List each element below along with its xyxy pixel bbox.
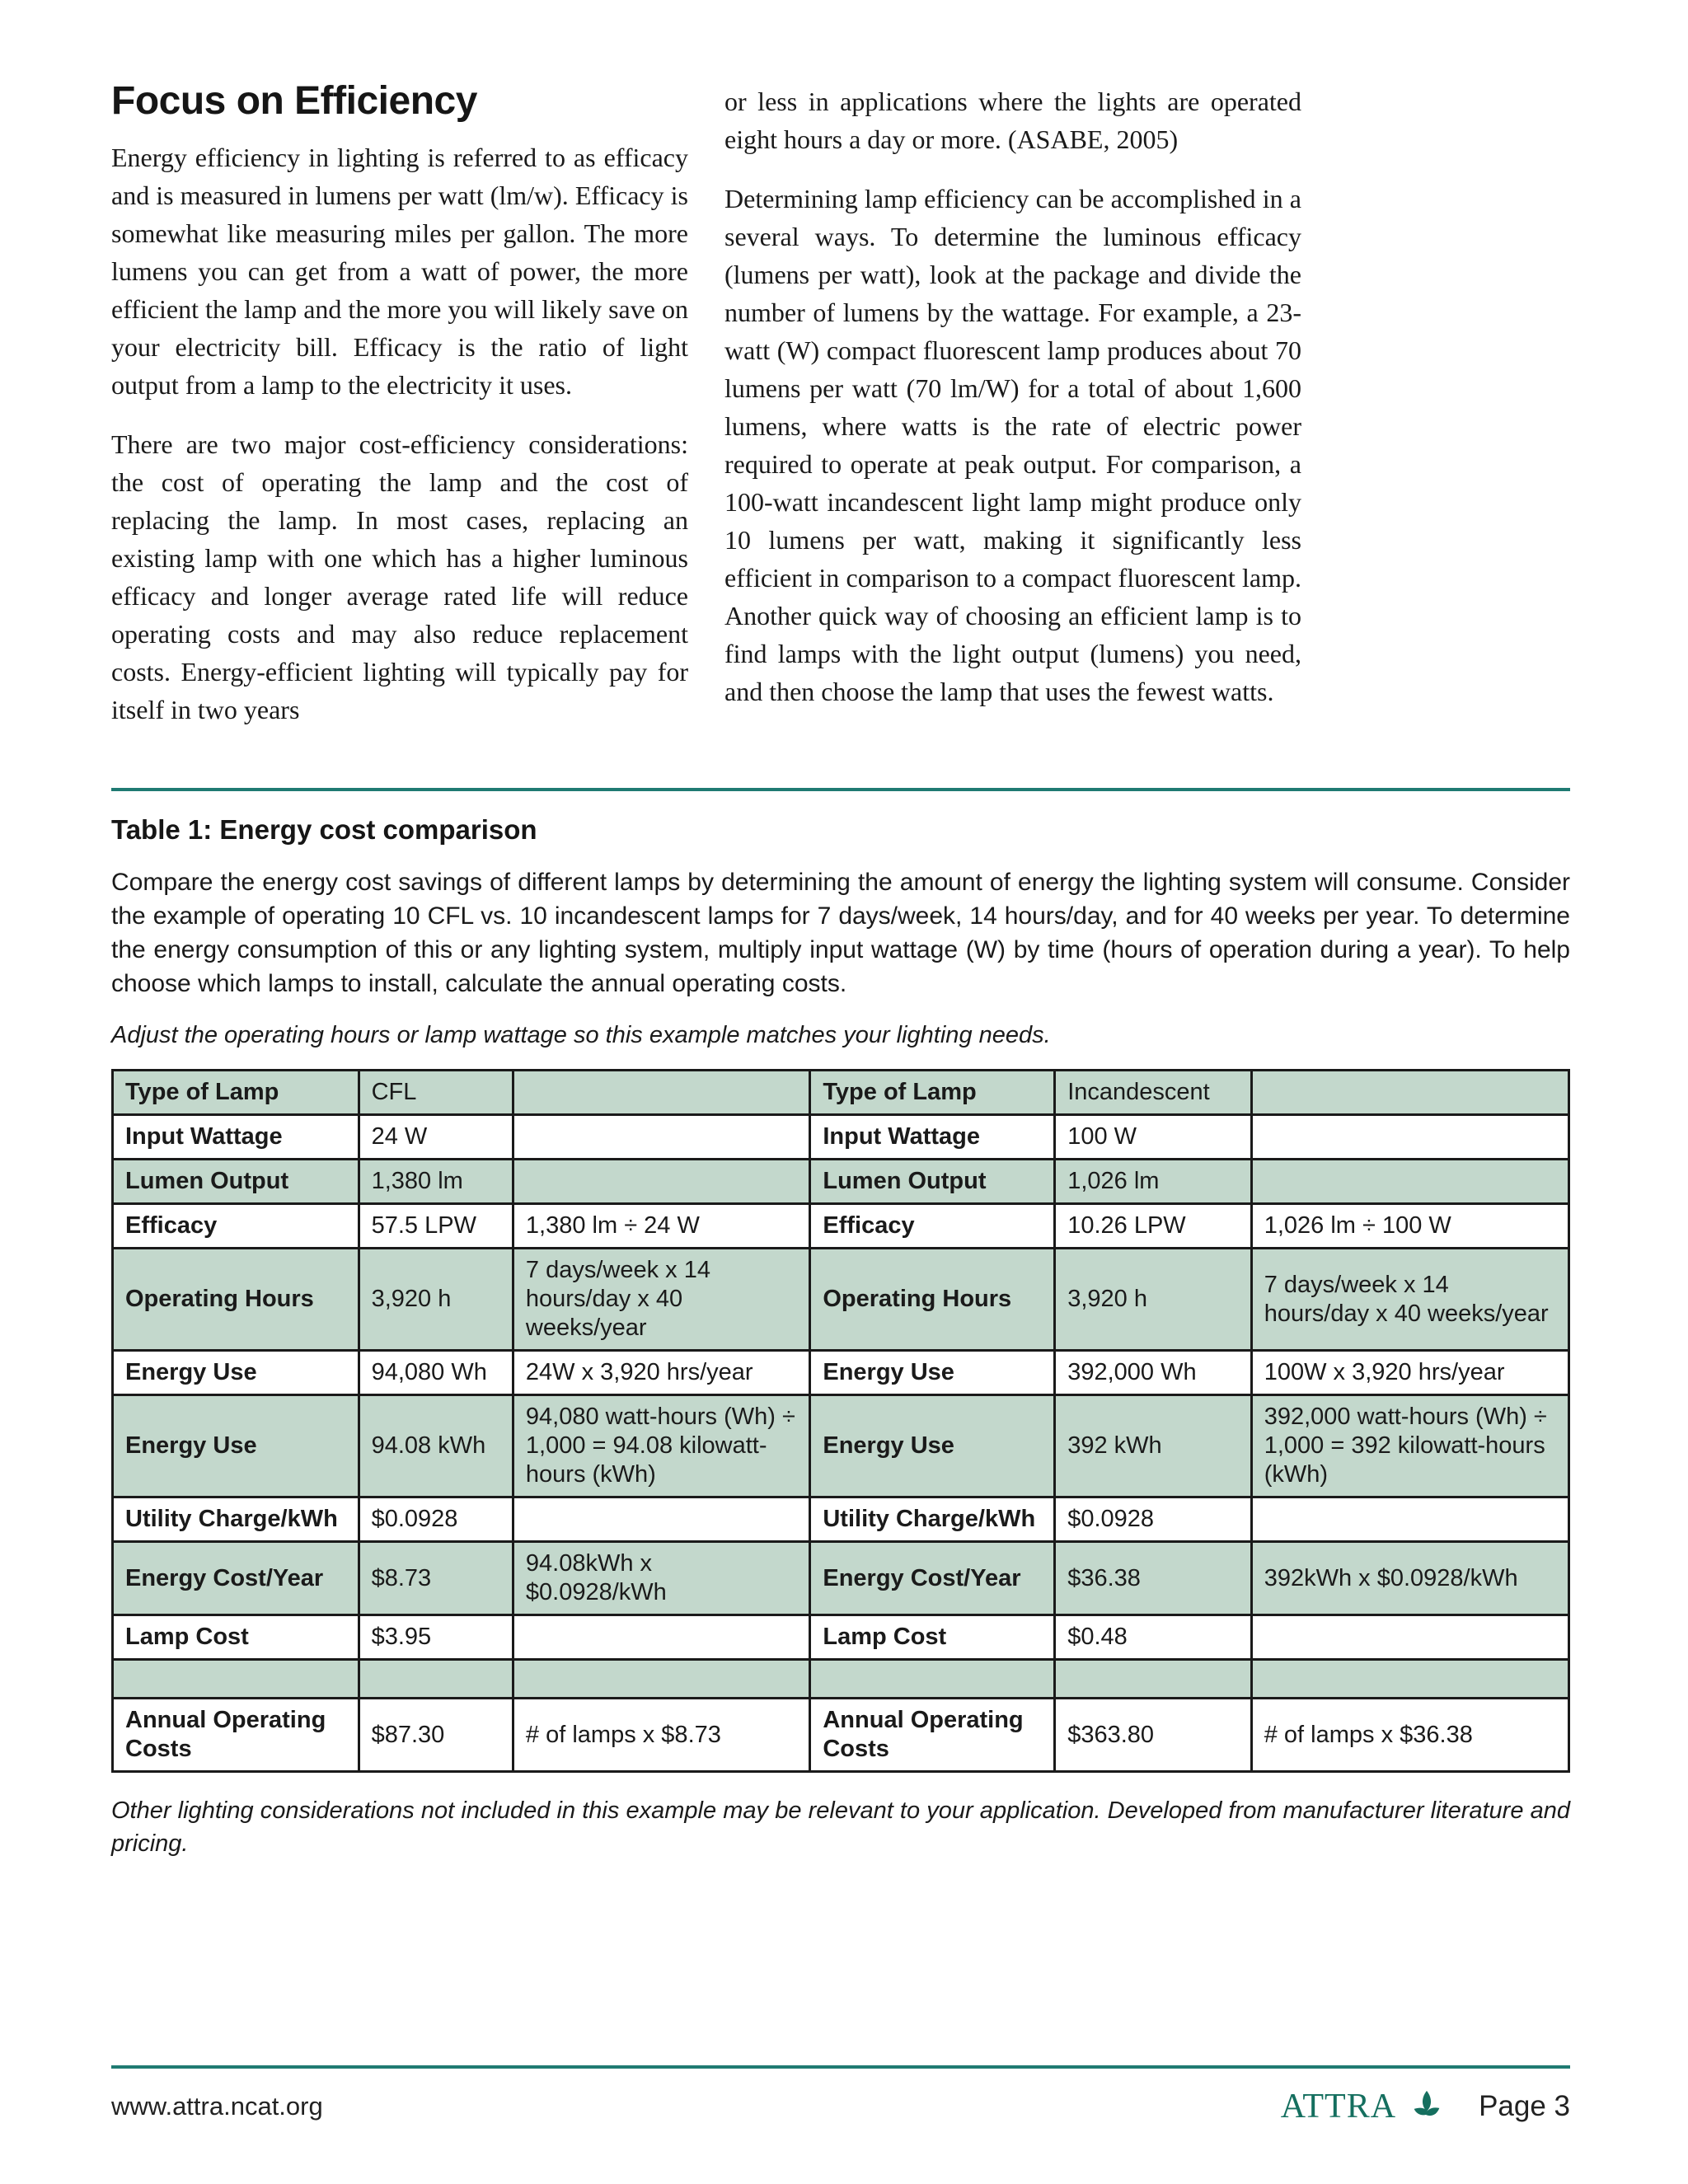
footer-brand (1281, 2087, 1570, 2126)
table-cell: $87.30 (359, 1699, 513, 1772)
table-cell: Energy Use (113, 1395, 359, 1497)
table-cell: $363.80 (1055, 1699, 1252, 1772)
table-cell: Lamp Cost (113, 1615, 359, 1660)
table-cell: Operating Hours (113, 1249, 359, 1351)
table-cell: 94,080 watt-hours (Wh) ÷ 1,000 = 94.08 kilowatt-hours (kWh) (513, 1395, 809, 1497)
table-cell: 1,026 lm ÷ 100 W (1251, 1204, 1568, 1249)
table-cell: 392,000 watt-hours (Wh) ÷ 1,000 = 392 kilowatt-hours (kWh) (1251, 1395, 1568, 1497)
table-cell: 24W x 3,920 hrs/year (513, 1351, 809, 1395)
table-cell: 57.5 LPW (359, 1204, 513, 1249)
table-cell: Lumen Output (810, 1160, 1055, 1204)
table-cell: $3.95 (359, 1615, 513, 1660)
table-cell: CFL (359, 1071, 513, 1115)
table-cell (1251, 1115, 1568, 1160)
table-adjust-note: Adjust the operating hours or lamp wattage so this example matches your lighting needs. (111, 1022, 1051, 1048)
table-cell (810, 1660, 1055, 1699)
table-row (113, 1115, 1569, 1160)
table-cell: 100 W (1055, 1115, 1252, 1160)
table-cell: 10.26 LPW (1055, 1204, 1252, 1249)
page-footer (111, 2065, 1570, 2126)
table-cell (513, 1160, 809, 1204)
table-cell: Energy Use (810, 1351, 1055, 1395)
table-cell: $0.0928 (359, 1497, 513, 1542)
table-row (113, 1249, 1569, 1351)
table-cell: 392 kWh (1055, 1395, 1252, 1497)
table-cell: Lamp Cost (810, 1615, 1055, 1660)
table-row (113, 1351, 1569, 1395)
table-cell: Energy Cost/Year (113, 1542, 359, 1615)
table-cell: Operating Hours (810, 1249, 1055, 1351)
table-row-spacer (113, 1660, 1569, 1699)
article-right-column (724, 82, 1301, 729)
table-cell (1251, 1071, 1568, 1115)
table-cell: 100W x 3,920 hrs/year (1251, 1351, 1568, 1395)
page-number: Page 3 (1479, 2090, 1570, 2122)
table-cell (1251, 1660, 1568, 1699)
article-title: Focus on Efficiency (111, 79, 477, 123)
table-section (111, 788, 1570, 1860)
table-cell: Energy Use (113, 1351, 359, 1395)
table-cell: Efficacy (113, 1204, 359, 1249)
table-cell: 7 days/week x 14 hours/day x 40 weeks/year (513, 1249, 809, 1351)
article-paragraph: Energy efficiency in lighting is referred to as efficacy and is measured in lumens per watt (lm/w). Efficacy is somewhat like measuring miles per gallon. The more lumens you can get from a watt of power, the more efficient the lamp and the more you will likely save on your electricity bill. Efficacy is the ratio of light output from a lamp to the electricity it uses. (111, 143, 688, 400)
article-paragraph: There are two major cost-efficiency considerations: the cost of operating the lamp and the cost of replacing the lamp. In most cases, replacing an existing lamp with one which has a higher luminous efficacy and longer average rated life will reduce operating costs and may also reduce replacement costs. Energy-efficient lighting will typically pay for itself in two years (111, 429, 688, 724)
table-cell: 1,380 lm (359, 1160, 513, 1204)
table-row (113, 1497, 1569, 1542)
table-cell: Utility Charge/kWh (810, 1497, 1055, 1542)
table-cell: Input Wattage (113, 1115, 359, 1160)
table-cell: 1,380 lm ÷ 24 W (513, 1204, 809, 1249)
table-cell: Type of Lamp (810, 1071, 1055, 1115)
table-cell: # of lamps x $8.73 (513, 1699, 809, 1772)
table-cell: Energy Use (810, 1395, 1055, 1497)
article-columns (111, 79, 1570, 729)
table-cell (1251, 1497, 1568, 1542)
table-cell: $0.0928 (1055, 1497, 1252, 1542)
table-heading: Table 1: Energy cost comparison (111, 814, 537, 845)
table-cell (513, 1615, 809, 1660)
table-cell: Type of Lamp (113, 1071, 359, 1115)
table-cell: $8.73 (359, 1542, 513, 1615)
table-row (113, 1160, 1569, 1204)
table-cell: Efficacy (810, 1204, 1055, 1249)
article-paragraph: or less in applications where the lights are operated eight hours a day or more. (ASABE, 2005) (724, 87, 1301, 154)
attra-leaf-logo-icon (1408, 2088, 1446, 2125)
footer-url-link[interactable]: www.attra.ncat.org (111, 2092, 323, 2121)
table-cell (513, 1497, 809, 1542)
table-cell: 94,080 Wh (359, 1351, 513, 1395)
table-row (113, 1615, 1569, 1660)
table-intro: Compare the energy cost savings of different lamps by determining the amount of energy the lighting system will consume. Consider the example of operating 10 CFL vs. 10 incandescent lamps for 7 days/week, 14 hours/day, and for 40 weeks per year. To determine the energy consumption of this or any lighting system, multiply input wattage (W) by time (hours of operation during a year). To help choose which lamps to install, calculate the annual operating costs. (111, 869, 1570, 997)
table-cell: 94.08kWh x $0.0928/kWh (513, 1542, 809, 1615)
table-cell: Annual Operating Costs (113, 1699, 359, 1772)
table-cell (359, 1660, 513, 1699)
table-cell (513, 1660, 809, 1699)
table-cell (113, 1660, 359, 1699)
table-cell: Annual Operating Costs (810, 1699, 1055, 1772)
table-cell (1251, 1615, 1568, 1660)
table-cell: # of lamps x $36.38 (1251, 1699, 1568, 1772)
table-row (113, 1699, 1569, 1772)
table-row (113, 1542, 1569, 1615)
table-cell: 1,026 lm (1055, 1160, 1252, 1204)
table-cell: Input Wattage (810, 1115, 1055, 1160)
energy-cost-table (111, 1069, 1570, 1773)
section-divider (111, 788, 1570, 791)
table-cell (1055, 1660, 1252, 1699)
table-row (113, 1071, 1569, 1115)
table-cell (513, 1071, 809, 1115)
table-cell: 24 W (359, 1115, 513, 1160)
table-cell: Lumen Output (113, 1160, 359, 1204)
table-cell: 3,920 h (1055, 1249, 1252, 1351)
table-footnote: Other lighting considerations not included in this example may be relevant to your application. Developed from manufacturer literature and pricing. (111, 1797, 1570, 1857)
table-cell: 94.08 kWh (359, 1395, 513, 1497)
table-cell (513, 1115, 809, 1160)
article-left-column (111, 79, 688, 729)
table-row (113, 1204, 1569, 1249)
table-row (113, 1395, 1569, 1497)
table-cell: 392,000 Wh (1055, 1351, 1252, 1395)
table-cell: Utility Charge/kWh (113, 1497, 359, 1542)
attra-logo-text: ATTRA (1280, 2088, 1397, 2125)
article-paragraph: Determining lamp efficiency can be accomplished in a several ways. To determine the luminous efficacy (lumens per watt), look at the package and divide the number of lumens by the wattage. For example, a 23-watt (W) compact fluorescent lamp produces about 70 lumens per watt (70 lm/W) for a total of about 1,600 lumens, where watts is the rate of electric power required to operate at peak output. For comparison, a 100-watt incandescent light lamp might produce only 10 lumens per watt, making it significantly less efficient in comparison to a compact fluorescent lamp. Another quick way of choosing an efficient lamp is to find lamps with the light output (lumens) you need, and then choose the lamp that uses the fewest watts. (724, 184, 1301, 706)
table-cell: Energy Cost/Year (810, 1542, 1055, 1615)
table-cell: Incandescent (1055, 1071, 1252, 1115)
table-cell: 3,920 h (359, 1249, 513, 1351)
table-cell: $0.48 (1055, 1615, 1252, 1660)
table-cell: $36.38 (1055, 1542, 1252, 1615)
table-cell: 7 days/week x 14 hours/day x 40 weeks/year (1251, 1249, 1568, 1351)
table-cell (1251, 1160, 1568, 1204)
table-cell: 392kWh x $0.0928/kWh (1251, 1542, 1568, 1615)
